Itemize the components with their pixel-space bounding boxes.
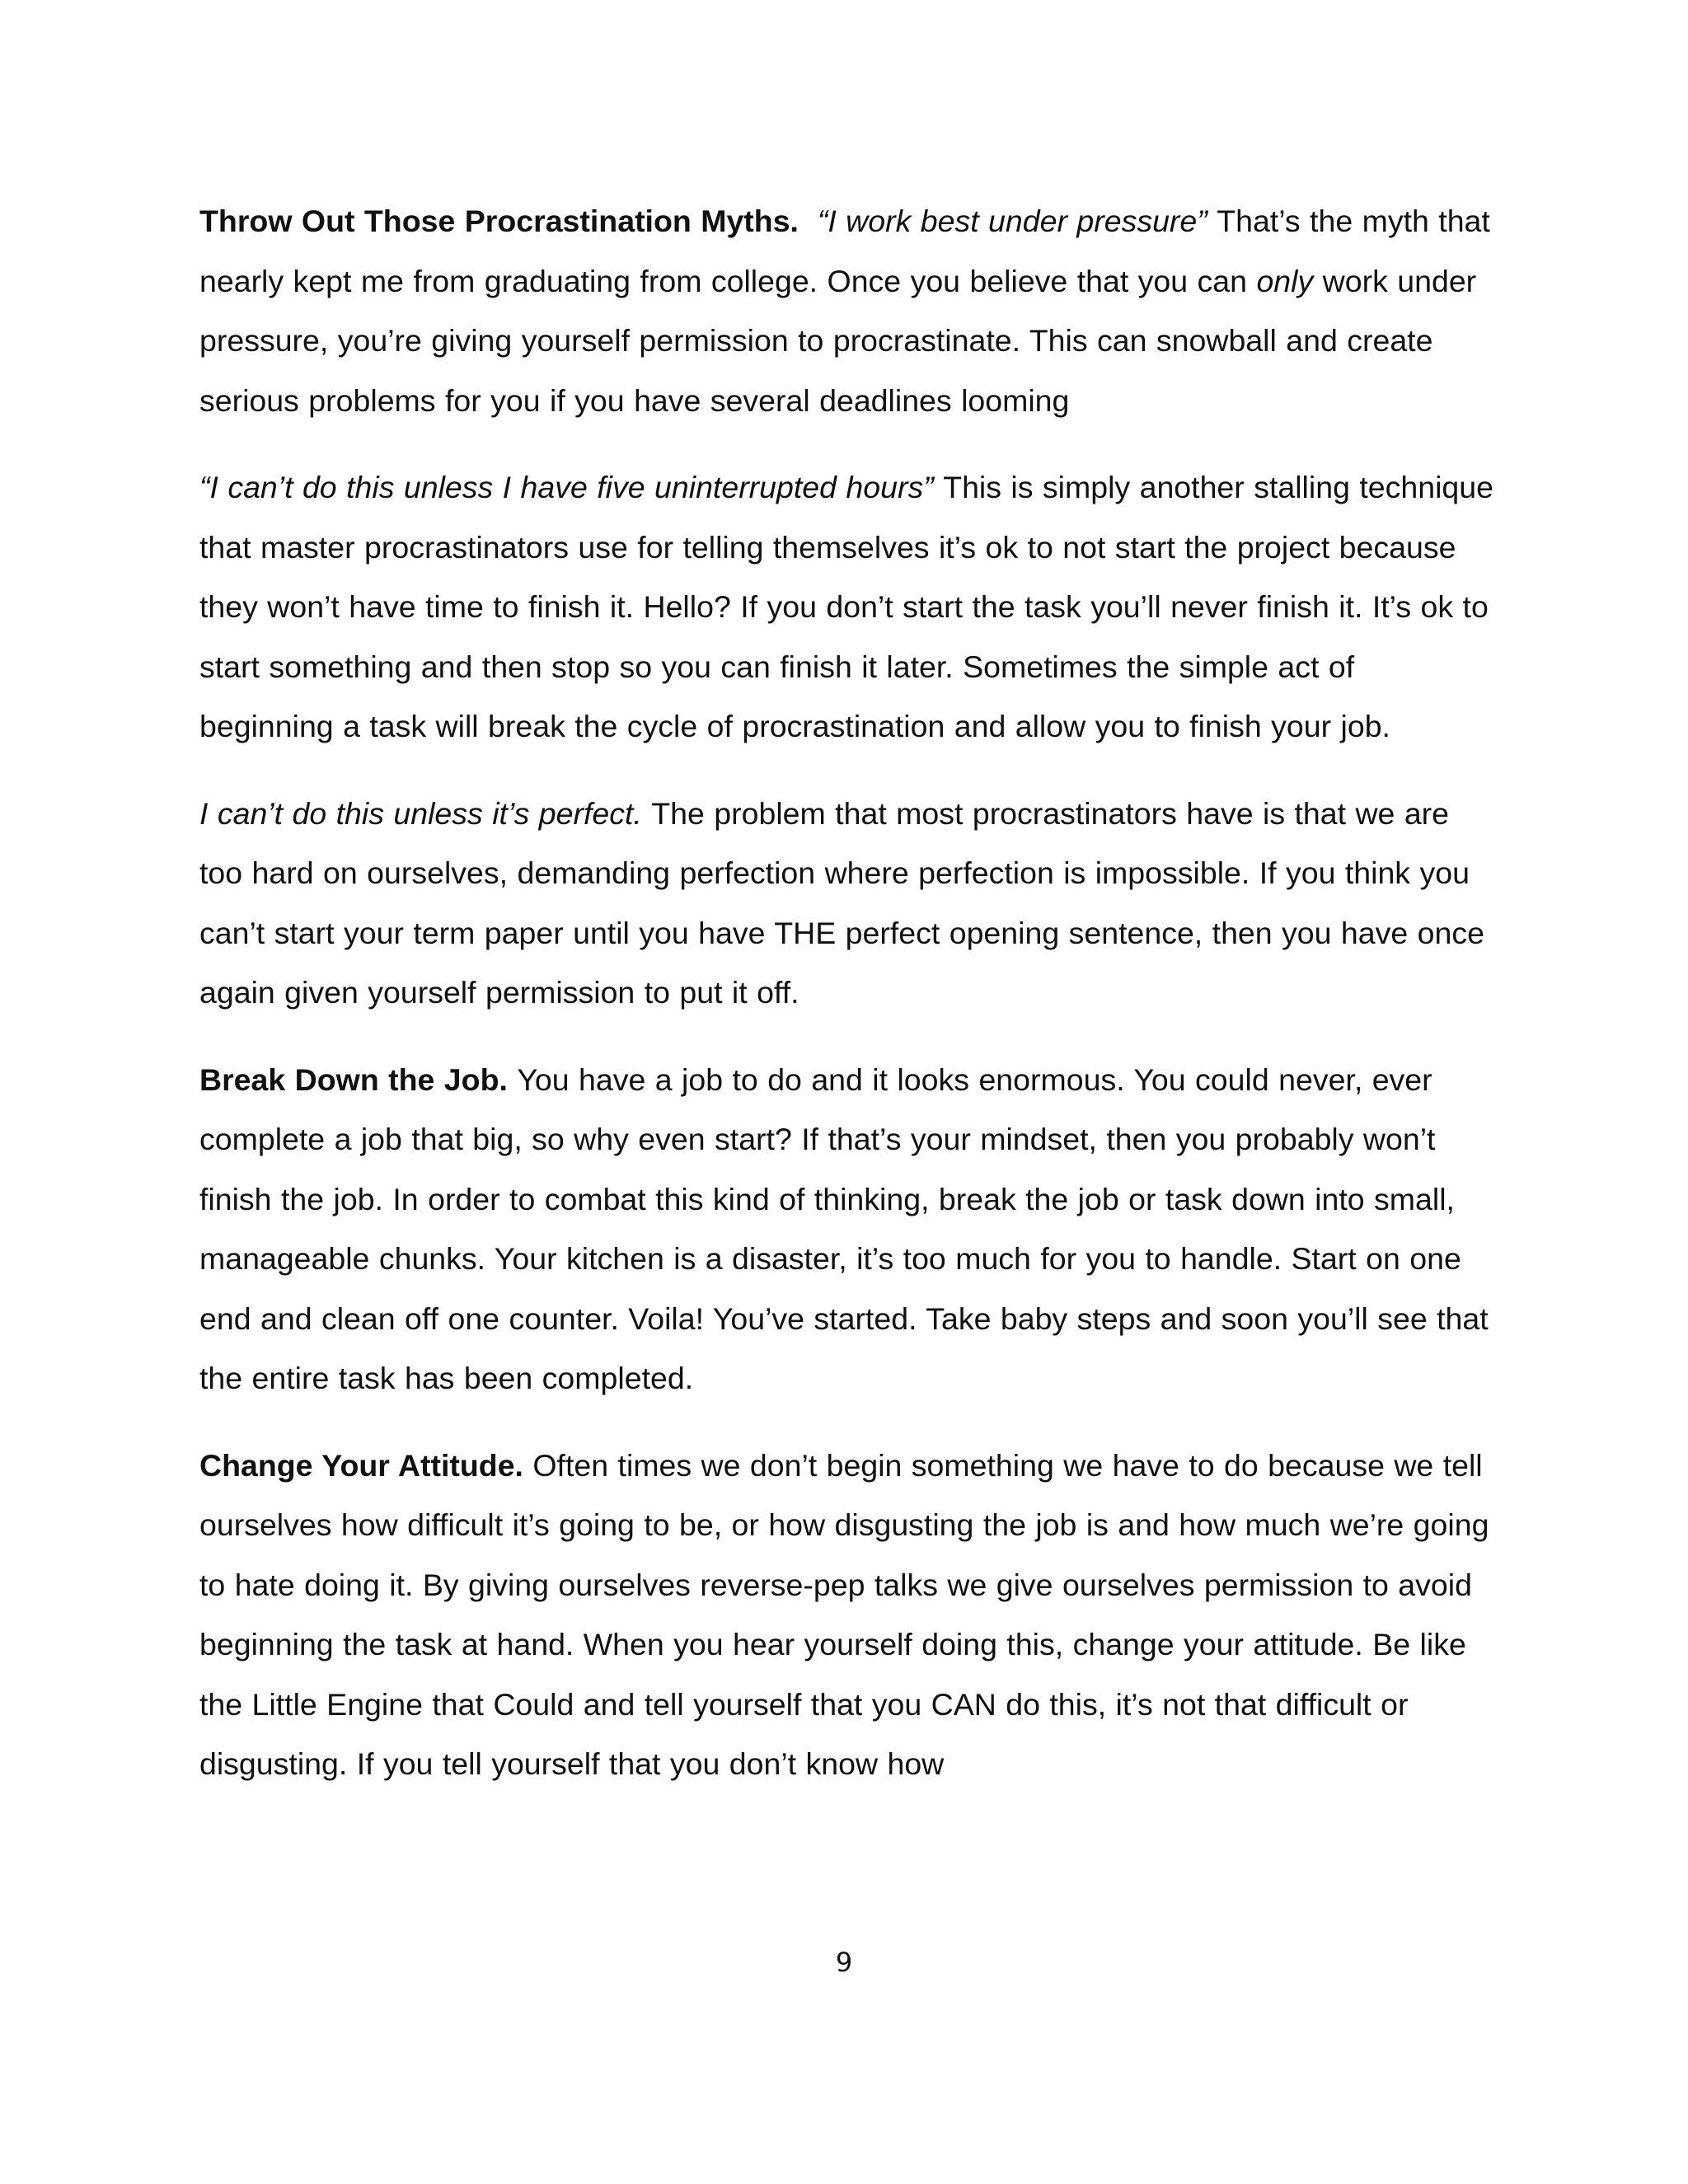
paragraph-text: That’s the myth that nearly kept me from graduating from college. Once you believe that you can [199,204,1490,298]
myth-quote: I can’t do this unless it’s perfect. [199,795,642,831]
paragraph-text: You have a job to do and it looks enormous. You could never, ever complete a job that big, so why even start? If that’s your mindset, then you probably won’t finish the job. In order to combat this kind of thinking, break the job or task down into small, manageable chunks. Your kitchen is a disaster, it’s too much for you to handle. Start on one end and clean off one counter. Voila! You’ve started. Take baby steps and soon you’ll see that the entire task has been completed. [199,1062,1489,1395]
emphasis-text: only [1256,263,1314,298]
paragraph-change-attitude [199,1436,1495,1794]
section-heading: Break Down the Job. [199,1062,508,1097]
myth-quote: “I work best under pressure” [817,204,1207,238]
paragraph-uninterrupted-hours [199,457,1495,757]
paragraph-perfect [199,784,1495,1023]
paragraph-text: This is simply another stalling technique that master procrastinators use for telling themselves it’s ok to not start the project because they won’t have time to finish it. Hello? If you don’t start the task you’ll never finish it. It’s ok to start something and then stop so you can finish it later. Sometimes the simple act of beginning a task will break the cycle of procrastination and allow you to finish your job. [199,470,1493,743]
paragraph-procrastination-myths [199,191,1495,430]
section-heading: Change Your Attitude. [199,1447,523,1483]
paragraph-text: Often times we don’t begin something we have to do because we tell ourselves how difficult it’s going to be, or how disgusting the job is and how much we’re going to hate doing it. By giving ourselves reverse-pep talks we give ourselves permission to avoid beginning the task at hand. When you hear yourself doing this, change your attitude. Be like the Little Engine that Could and tell yourself that you CAN do this, it’s not that difficult or disgusting. If you tell yourself that you don’t know how [199,1447,1489,1781]
paragraph-text: work under pressure, you’re giving yourself permission to procrastinate. This can snowball and create serious problems for you if you have several deadlines looming [199,263,1477,418]
myth-quote: “I can’t do this unless I have five uninterrupted hours” [199,470,934,504]
document-page [199,191,1495,1821]
paragraph-text: The problem that most procrastinators have is that we are too hard on ourselves, demanding perfection where perfection is impossible. If you think you can’t start your term paper until you have THE perfect opening sentence, then you have once again given yourself permission to put it off. [199,795,1484,1010]
page-number: 9 [835,1947,853,1978]
paragraph-break-down-job [199,1050,1495,1408]
section-heading: Throw Out Those Procrastination Myths. [199,204,799,238]
